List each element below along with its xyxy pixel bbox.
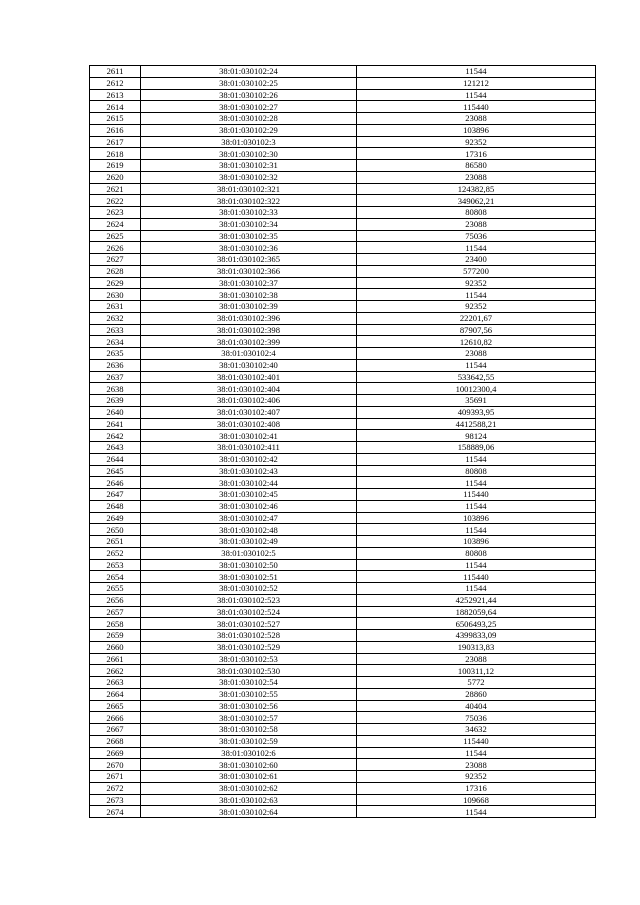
row-number-cell: 2625	[90, 230, 141, 242]
row-number-cell: 2628	[90, 265, 141, 277]
value-cell: 12610,82	[357, 336, 596, 348]
table-row	[90, 160, 596, 172]
cadastral-number-cell: 38:01:030102:43	[141, 465, 357, 477]
table-row	[90, 230, 596, 242]
cadastral-number-cell: 38:01:030102:45	[141, 489, 357, 501]
value-cell: 1882059,64	[357, 606, 596, 618]
row-number-cell: 2633	[90, 324, 141, 336]
cadastral-number-cell: 38:01:030102:27	[141, 101, 357, 113]
table-row	[90, 312, 596, 324]
row-number-cell: 2642	[90, 430, 141, 442]
row-number-cell: 2639	[90, 395, 141, 407]
table-row	[90, 66, 596, 78]
cadastral-number-cell: 38:01:030102:49	[141, 536, 357, 548]
table-row	[90, 148, 596, 160]
table-row	[90, 171, 596, 183]
value-cell: 103896	[357, 512, 596, 524]
table-row	[90, 383, 596, 395]
row-number-cell: 2631	[90, 301, 141, 313]
value-cell: 103896	[357, 124, 596, 136]
cadastral-number-cell: 38:01:030102:530	[141, 665, 357, 677]
table-row	[90, 453, 596, 465]
cadastral-number-cell: 38:01:030102:33	[141, 207, 357, 219]
table-row	[90, 536, 596, 548]
value-cell: 4399833,09	[357, 630, 596, 642]
row-number-cell: 2644	[90, 453, 141, 465]
table-row	[90, 559, 596, 571]
cadastral-number-cell: 38:01:030102:406	[141, 395, 357, 407]
table-row	[90, 500, 596, 512]
cadastral-number-cell: 38:01:030102:50	[141, 559, 357, 571]
cadastral-number-cell: 38:01:030102:61	[141, 771, 357, 783]
cadastral-number-cell: 38:01:030102:42	[141, 453, 357, 465]
document-page	[89, 65, 595, 818]
row-number-cell: 2648	[90, 500, 141, 512]
cadastral-number-cell: 38:01:030102:30	[141, 148, 357, 160]
value-cell: 11544	[357, 747, 596, 759]
value-cell: 34632	[357, 724, 596, 736]
row-number-cell: 2645	[90, 465, 141, 477]
value-cell: 17316	[357, 782, 596, 794]
row-number-cell: 2653	[90, 559, 141, 571]
row-number-cell: 2640	[90, 406, 141, 418]
row-number-cell: 2659	[90, 630, 141, 642]
value-cell: 115440	[357, 101, 596, 113]
cadastral-number-cell: 38:01:030102:40	[141, 359, 357, 371]
row-number-cell: 2665	[90, 700, 141, 712]
cadastral-number-cell: 38:01:030102:47	[141, 512, 357, 524]
cadastral-number-cell: 38:01:030102:404	[141, 383, 357, 395]
value-cell: 23400	[357, 254, 596, 266]
cadastral-number-cell: 38:01:030102:399	[141, 336, 357, 348]
cadastral-number-cell: 38:01:030102:62	[141, 782, 357, 794]
row-number-cell: 2671	[90, 771, 141, 783]
value-cell: 23088	[357, 348, 596, 360]
row-number-cell: 2667	[90, 724, 141, 736]
table-row	[90, 371, 596, 383]
row-number-cell: 2664	[90, 688, 141, 700]
table-row	[90, 782, 596, 794]
row-number-cell: 2616	[90, 124, 141, 136]
table-row	[90, 289, 596, 301]
row-number-cell: 2611	[90, 66, 141, 78]
table-row	[90, 183, 596, 195]
cadastral-number-cell: 38:01:030102:25	[141, 77, 357, 89]
table-row	[90, 324, 596, 336]
cadastral-number-cell: 38:01:030102:366	[141, 265, 357, 277]
table-row	[90, 301, 596, 313]
cadastral-number-cell: 38:01:030102:58	[141, 724, 357, 736]
value-cell: 92352	[357, 136, 596, 148]
table-row	[90, 465, 596, 477]
row-number-cell: 2615	[90, 113, 141, 125]
value-cell: 11544	[357, 477, 596, 489]
table-row	[90, 77, 596, 89]
value-cell: 11544	[357, 66, 596, 78]
row-number-cell: 2655	[90, 583, 141, 595]
cadastral-number-cell: 38:01:030102:60	[141, 759, 357, 771]
value-cell: 533642,55	[357, 371, 596, 383]
row-number-cell: 2666	[90, 712, 141, 724]
value-cell: 86580	[357, 160, 596, 172]
cadastral-number-cell: 38:01:030102:529	[141, 641, 357, 653]
table-row	[90, 359, 596, 371]
value-cell: 577200	[357, 265, 596, 277]
table-row	[90, 735, 596, 747]
value-cell: 11544	[357, 359, 596, 371]
row-number-cell: 2660	[90, 641, 141, 653]
cadastral-number-cell: 38:01:030102:365	[141, 254, 357, 266]
cadastral-number-cell: 38:01:030102:396	[141, 312, 357, 324]
cadastral-number-cell: 38:01:030102:3	[141, 136, 357, 148]
row-number-cell: 2637	[90, 371, 141, 383]
table-row	[90, 101, 596, 113]
table-row	[90, 277, 596, 289]
table-row	[90, 395, 596, 407]
table-row	[90, 430, 596, 442]
row-number-cell: 2619	[90, 160, 141, 172]
value-cell: 115440	[357, 571, 596, 583]
value-cell: 11544	[357, 559, 596, 571]
row-number-cell: 2672	[90, 782, 141, 794]
table-row	[90, 571, 596, 583]
table-row	[90, 606, 596, 618]
row-number-cell: 2624	[90, 218, 141, 230]
row-number-cell: 2649	[90, 512, 141, 524]
row-number-cell: 2670	[90, 759, 141, 771]
value-cell: 4412588,21	[357, 418, 596, 430]
table-row	[90, 677, 596, 689]
table-row	[90, 113, 596, 125]
value-cell: 23088	[357, 653, 596, 665]
cadastral-number-cell: 38:01:030102:56	[141, 700, 357, 712]
value-cell: 115440	[357, 735, 596, 747]
cadastral-number-cell: 38:01:030102:4	[141, 348, 357, 360]
cadastral-number-cell: 38:01:030102:26	[141, 89, 357, 101]
cadastral-number-cell: 38:01:030102:407	[141, 406, 357, 418]
cadastral-number-cell: 38:01:030102:398	[141, 324, 357, 336]
row-number-cell: 2635	[90, 348, 141, 360]
table-row	[90, 688, 596, 700]
table-row	[90, 653, 596, 665]
cadastral-number-cell: 38:01:030102:52	[141, 583, 357, 595]
cadastral-number-cell: 38:01:030102:408	[141, 418, 357, 430]
row-number-cell: 2630	[90, 289, 141, 301]
value-cell: 158889,06	[357, 442, 596, 454]
table-row	[90, 747, 596, 759]
value-cell: 103896	[357, 536, 596, 548]
cadastral-number-cell: 38:01:030102:48	[141, 524, 357, 536]
table-row	[90, 242, 596, 254]
row-number-cell: 2622	[90, 195, 141, 207]
row-number-cell: 2662	[90, 665, 141, 677]
row-number-cell: 2618	[90, 148, 141, 160]
table-row	[90, 583, 596, 595]
cadastral-number-cell: 38:01:030102:35	[141, 230, 357, 242]
value-cell: 17316	[357, 148, 596, 160]
table-row	[90, 418, 596, 430]
row-number-cell: 2663	[90, 677, 141, 689]
table-row	[90, 630, 596, 642]
value-cell: 190313,83	[357, 641, 596, 653]
cadastral-number-cell: 38:01:030102:523	[141, 594, 357, 606]
value-cell: 23088	[357, 171, 596, 183]
value-cell: 98124	[357, 430, 596, 442]
value-cell: 28860	[357, 688, 596, 700]
value-cell: 409393,95	[357, 406, 596, 418]
cadastral-number-cell: 38:01:030102:38	[141, 289, 357, 301]
row-number-cell: 2620	[90, 171, 141, 183]
cadastral-number-cell: 38:01:030102:55	[141, 688, 357, 700]
row-number-cell: 2668	[90, 735, 141, 747]
value-cell: 87907,56	[357, 324, 596, 336]
value-cell: 6506493,25	[357, 618, 596, 630]
row-number-cell: 2650	[90, 524, 141, 536]
cadastral-number-cell: 38:01:030102:46	[141, 500, 357, 512]
row-number-cell: 2641	[90, 418, 141, 430]
cadastral-number-cell: 38:01:030102:322	[141, 195, 357, 207]
table-row	[90, 618, 596, 630]
cadastral-number-cell: 38:01:030102:51	[141, 571, 357, 583]
table-row	[90, 136, 596, 148]
table-row	[90, 254, 596, 266]
cadastral-number-cell: 38:01:030102:528	[141, 630, 357, 642]
value-cell: 121212	[357, 77, 596, 89]
table-row	[90, 336, 596, 348]
table-row	[90, 348, 596, 360]
table-row	[90, 512, 596, 524]
value-cell: 92352	[357, 277, 596, 289]
table-row	[90, 477, 596, 489]
value-cell: 75036	[357, 230, 596, 242]
table-row	[90, 195, 596, 207]
cadastral-number-cell: 38:01:030102:411	[141, 442, 357, 454]
value-cell: 23088	[357, 113, 596, 125]
row-number-cell: 2643	[90, 442, 141, 454]
row-number-cell: 2612	[90, 77, 141, 89]
value-cell: 40404	[357, 700, 596, 712]
value-cell: 75036	[357, 712, 596, 724]
value-cell: 11544	[357, 583, 596, 595]
cadastral-number-cell: 38:01:030102:57	[141, 712, 357, 724]
cadastral-number-cell: 38:01:030102:32	[141, 171, 357, 183]
table-row	[90, 641, 596, 653]
row-number-cell: 2626	[90, 242, 141, 254]
cadastral-number-cell: 38:01:030102:34	[141, 218, 357, 230]
table-row	[90, 442, 596, 454]
table-row	[90, 712, 596, 724]
value-cell: 115440	[357, 489, 596, 501]
table-row	[90, 89, 596, 101]
row-number-cell: 2674	[90, 806, 141, 818]
cadastral-number-cell: 38:01:030102:24	[141, 66, 357, 78]
cadastral-number-cell: 38:01:030102:28	[141, 113, 357, 125]
value-cell: 11544	[357, 289, 596, 301]
row-number-cell: 2673	[90, 794, 141, 806]
cadastral-number-cell: 38:01:030102:37	[141, 277, 357, 289]
row-number-cell: 2654	[90, 571, 141, 583]
cadastral-number-cell: 38:01:030102:29	[141, 124, 357, 136]
cadastral-number-cell: 38:01:030102:6	[141, 747, 357, 759]
value-cell: 109668	[357, 794, 596, 806]
cadastral-number-cell: 38:01:030102:36	[141, 242, 357, 254]
row-number-cell: 2627	[90, 254, 141, 266]
value-cell: 124382,85	[357, 183, 596, 195]
table-row	[90, 594, 596, 606]
row-number-cell: 2629	[90, 277, 141, 289]
table-row	[90, 547, 596, 559]
row-number-cell: 2623	[90, 207, 141, 219]
row-number-cell: 2617	[90, 136, 141, 148]
table-row	[90, 724, 596, 736]
value-cell: 80808	[357, 465, 596, 477]
row-number-cell: 2661	[90, 653, 141, 665]
row-number-cell: 2614	[90, 101, 141, 113]
value-cell: 11544	[357, 500, 596, 512]
cadastral-number-cell: 38:01:030102:401	[141, 371, 357, 383]
cadastral-number-cell: 38:01:030102:524	[141, 606, 357, 618]
cadastral-number-cell: 38:01:030102:53	[141, 653, 357, 665]
row-number-cell: 2669	[90, 747, 141, 759]
value-cell: 11544	[357, 89, 596, 101]
cadastral-number-cell: 38:01:030102:64	[141, 806, 357, 818]
row-number-cell: 2656	[90, 594, 141, 606]
value-cell: 92352	[357, 301, 596, 313]
cadastral-number-cell: 38:01:030102:44	[141, 477, 357, 489]
cadastral-number-cell: 38:01:030102:59	[141, 735, 357, 747]
value-cell: 11544	[357, 242, 596, 254]
cadastral-number-cell: 38:01:030102:5	[141, 547, 357, 559]
table-row	[90, 489, 596, 501]
table-row	[90, 700, 596, 712]
value-cell: 23088	[357, 759, 596, 771]
value-cell: 349062,21	[357, 195, 596, 207]
cadastral-number-cell: 38:01:030102:527	[141, 618, 357, 630]
value-cell: 11544	[357, 524, 596, 536]
table-row	[90, 218, 596, 230]
value-cell: 92352	[357, 771, 596, 783]
value-cell: 4252921,44	[357, 594, 596, 606]
value-cell: 11544	[357, 806, 596, 818]
row-number-cell: 2636	[90, 359, 141, 371]
cadastral-number-cell: 38:01:030102:39	[141, 301, 357, 313]
row-number-cell: 2621	[90, 183, 141, 195]
table-row	[90, 207, 596, 219]
cadastral-number-cell: 38:01:030102:321	[141, 183, 357, 195]
cadastral-number-cell: 38:01:030102:63	[141, 794, 357, 806]
row-number-cell: 2652	[90, 547, 141, 559]
table-row	[90, 794, 596, 806]
row-number-cell: 2658	[90, 618, 141, 630]
cadastral-number-cell: 38:01:030102:54	[141, 677, 357, 689]
row-number-cell: 2634	[90, 336, 141, 348]
value-cell: 23088	[357, 218, 596, 230]
table-row	[90, 806, 596, 818]
value-cell: 100311,12	[357, 665, 596, 677]
row-number-cell: 2646	[90, 477, 141, 489]
value-cell: 10012300,4	[357, 383, 596, 395]
cadastral-number-cell: 38:01:030102:41	[141, 430, 357, 442]
table-body	[90, 66, 596, 818]
table-row	[90, 265, 596, 277]
row-number-cell: 2632	[90, 312, 141, 324]
table-row	[90, 124, 596, 136]
value-cell: 80808	[357, 547, 596, 559]
table-row	[90, 759, 596, 771]
table-row	[90, 665, 596, 677]
table-row	[90, 771, 596, 783]
row-number-cell: 2613	[90, 89, 141, 101]
row-number-cell: 2647	[90, 489, 141, 501]
cadastral-number-cell: 38:01:030102:31	[141, 160, 357, 172]
value-cell: 5772	[357, 677, 596, 689]
value-cell: 35691	[357, 395, 596, 407]
value-cell: 80808	[357, 207, 596, 219]
row-number-cell: 2657	[90, 606, 141, 618]
table-row	[90, 524, 596, 536]
value-cell: 22201,67	[357, 312, 596, 324]
table-row	[90, 406, 596, 418]
value-cell: 11544	[357, 453, 596, 465]
cadastral-value-table	[89, 65, 596, 818]
row-number-cell: 2638	[90, 383, 141, 395]
row-number-cell: 2651	[90, 536, 141, 548]
